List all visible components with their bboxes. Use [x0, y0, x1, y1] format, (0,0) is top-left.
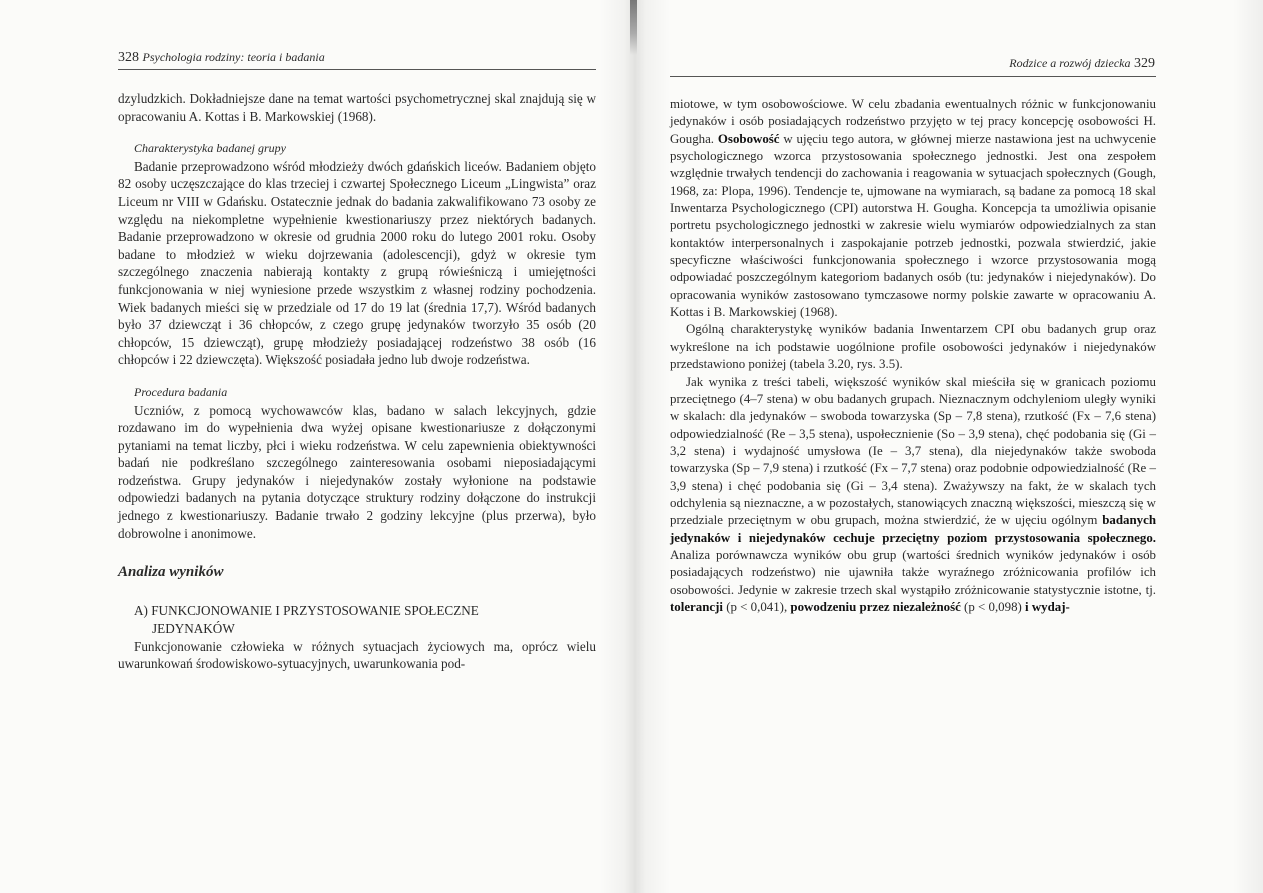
- right-p1-text-a: miotowe, w tym osobowościowe. W celu zbadania ewentualnych różnic w funkcjonowaniu jedynaków i osób posiadających rodzeństwo przyjęto w tej pracy koncepcję osobowości H. Gougha.: [670, 97, 1156, 146]
- subsection-line-2: JEDYNAKÓW: [152, 620, 235, 636]
- right-header-rule: [670, 76, 1156, 77]
- right-paragraph-1: [670, 96, 1156, 321]
- left-paragraph-2: Badanie przeprowadzono wśród młodzieży dwóch gdańskich liceów. Badaniem objęto 82 osoby uczęszczające do klas trzeciej i czwartej Społecznego Liceum „Lingwista” oraz Liceum nr VIII w Gdańsku. Ostatecznie jednak do badania zakwalifikowano 73 osoby ze względu na niekompletne wypełnienie kwestionariuszy przez niektórych badanych. Badanie przeprowadzono w okresie od grudnia 2000 roku do lutego 2001 roku. Osoby badane to młodzież w wieku dojrzewania (adolescencji), gdyż w okresie tym szczególnego znaczenia nabierają kontakty z grupą rówieśniczą i umiejętności funkcjonowania w niej wyniesione przede wszystkim z własnej rodziny pochodzenia. Wiek badanych mieści się w przedziale od 17 do 19 lat (średnia 17,7). Wśród badanych było 37 dziewcząt i 36 chłopców, z czego grupę jedynaków tworzyło 35 osób (20 chłopców, 15 dziewcząt), grupę młodzieży posiadającej rodzeństwo 38 osób (16 chłopców i 22 dziewczęta). Większość posiadała jedno lub dwoje rodzeństwa.: [118, 158, 596, 368]
- spine-shadow: [630, 0, 637, 55]
- heading-analysis: Analiza wyników: [118, 564, 224, 581]
- right-p3-text-e: (p < 0,041),: [722, 599, 791, 614]
- right-paragraph-3: [670, 374, 1156, 617]
- right-p3-text-a: Jak wynika z treści tabeli, większość wyników skal mieściła się w granicach poziomu przeciętnego (4–7 stena) w obu badanych grupach. Nieznacznym odchyleniom uległy wyniki w skalach: dla jedynaków – swoboda towarzyska (Sp – 7,8 stena), rzutkość (Fx – 7,6 stena) odpowiedzialność (Re – 3,5 stena), uspołecznienie (So – 3,9 stena), chęć podobania się (Gi – 3,2 stena) i wydajność umysłowa (Ie – 3,7 stena), dla niejedynaków także swoboda towarzyska (Sp – 7,9 stena) i rzutkość (Fx – 7,7 stena) oraz podobnie odpowiedzialność (Re – 3,9 stena) i chęć podobania się (Gi – 3,4 stena). Zważywszy na fakt, że w skalach tych odchylenia są nieznaczne, a w pozostałych, stanowiących znaczną większości, mieszczą się w przedziale przeciętnym w obu grupach, można stwierdzić, że w ujęciu ogólnym: [670, 374, 1156, 528]
- left-paragraph-3: Uczniów, z pomocą wychowawców klas, badano w salach lekcyjnych, gdzie rozdawano im do wypełnienia dwa wyżej opisane kwestionariusze z dołączonymi pytaniami na temat liczby, płci i wieku rodzeństwa. W celu zapewnienia obiektywności badań nie podkreślano szczególnego zainteresowania osobami nieposiadającymi rodzeństwa. Grupy jedynaków i niejedynaków zostały wyłonione na podstawie odpowiedzi badanych na pytania dotyczące struktury rodziny dołączone do instrukcji jednego z kwestionariuszy. Badanie trwało 2 godziny lekcyjne (plus przerwa), było dobrowolne i anonimowe.: [118, 402, 596, 541]
- left-running-title: Psychologia rodziny: teoria i badania: [142, 50, 325, 64]
- left-paragraph-1: dzyludzkich. Dokładniejsze dane na temat wartości psychometrycznej skal znajdują się w opracowaniu A. Kottas i B. Markowskiej (1968).: [118, 91, 596, 124]
- subsection-line-1: A) FUNKCJONOWANIE I PRZYSTOSOWANIE SPOŁECZNE: [134, 602, 479, 618]
- right-p3-text-g: (p < 0,098): [960, 599, 1026, 614]
- left-header-rule: [118, 69, 596, 70]
- right-body: [670, 96, 1156, 616]
- right-p3-bold-h: i wydaj-: [1025, 599, 1070, 614]
- right-page: [640, 0, 1263, 893]
- left-page-number: 328: [118, 50, 139, 65]
- left-body: [118, 90, 596, 673]
- right-p1-bold: Osobowość: [717, 131, 780, 146]
- heading-subsection: [118, 602, 596, 638]
- heading-procedure: Procedura badania: [134, 384, 228, 399]
- heading-group: Charakterystyka badanej grupy: [134, 141, 286, 156]
- right-p1-text-c: w ujęciu tego autora, w głównej mierze nastawiona jest na uchwycenie psychologicznego wzorca przystosowania społecznego jednostki. Jest ona zespołem względnie trwałych tendencji do zachowania i reagowania w sytuacjach społecznych (Gough, 1968, za: Plopa, 1996). Tendencje te, ujmowane na wymiarach, są badane za pomocą 18 skal Inwentarza Psychologicznego (CPI) autorstwa H. Gougha. Koncepcja ta umożliwia opisanie portretu psychologicznego jednostki w zakresie wielu wymiarów odpowiedzialnych za stan kontaktów interpersonalnych i zaspokajanie potrzeb jednostki, pozwala stwierdzić, jakie specyficzne właściwości funkcjonowania społecznego i wzorce przystosowania mogą odpowiadać poszczególnym kategoriom badanych osób (tu: jedynaków i niejedynaków). Do opracowania wyników zastosowano tymczasowe normy polskie zawarte w opracowaniu A. Kottas i B. Markowskiej (1968).: [670, 131, 1156, 320]
- left-paragraph-4: Funkcjonowanie człowieka w różnych sytuacjach życiowych ma, oprócz wielu uwarunkowań środowiskowo-sytuacyjnych, uwarunkowania pod-: [118, 638, 596, 672]
- right-p3-bold-b: badanych jedynaków i niejedynaków cechuje przeciętny poziom przystosowania społecznego.: [670, 513, 1156, 545]
- right-running-title: Rodzice a rozwój dziecka: [1009, 56, 1131, 70]
- right-p3-bold-f: powodzeniu przez niezależność: [790, 599, 961, 614]
- right-p3-text-c: Analiza porównawcza wyników obu grup (wartości średnich wyników jedynaków i osób posiadających rodzeństwo) nie ujawniła także wyraźnego zróżnicowania profilów ich osobowości. Jedynie w zakresie trzech skal wystąpiło zróżnicowanie statystycznie istotne, tj.: [670, 547, 1156, 597]
- left-header: [118, 50, 325, 66]
- right-paragraph-2: Ogólną charakterystykę wyników badania Inwentarzem CPI obu badanych grup oraz wykreślone na ich podstawie uogólnione profile osobowości jedynaków i niejedynaków przedstawiono poniżej (tabela 3.20, rys. 3.5).: [670, 322, 1156, 372]
- left-page: [0, 0, 620, 893]
- right-p3-bold-d: tolerancji: [670, 599, 723, 614]
- right-page-number: 329: [1134, 56, 1155, 71]
- right-header: [1009, 56, 1155, 72]
